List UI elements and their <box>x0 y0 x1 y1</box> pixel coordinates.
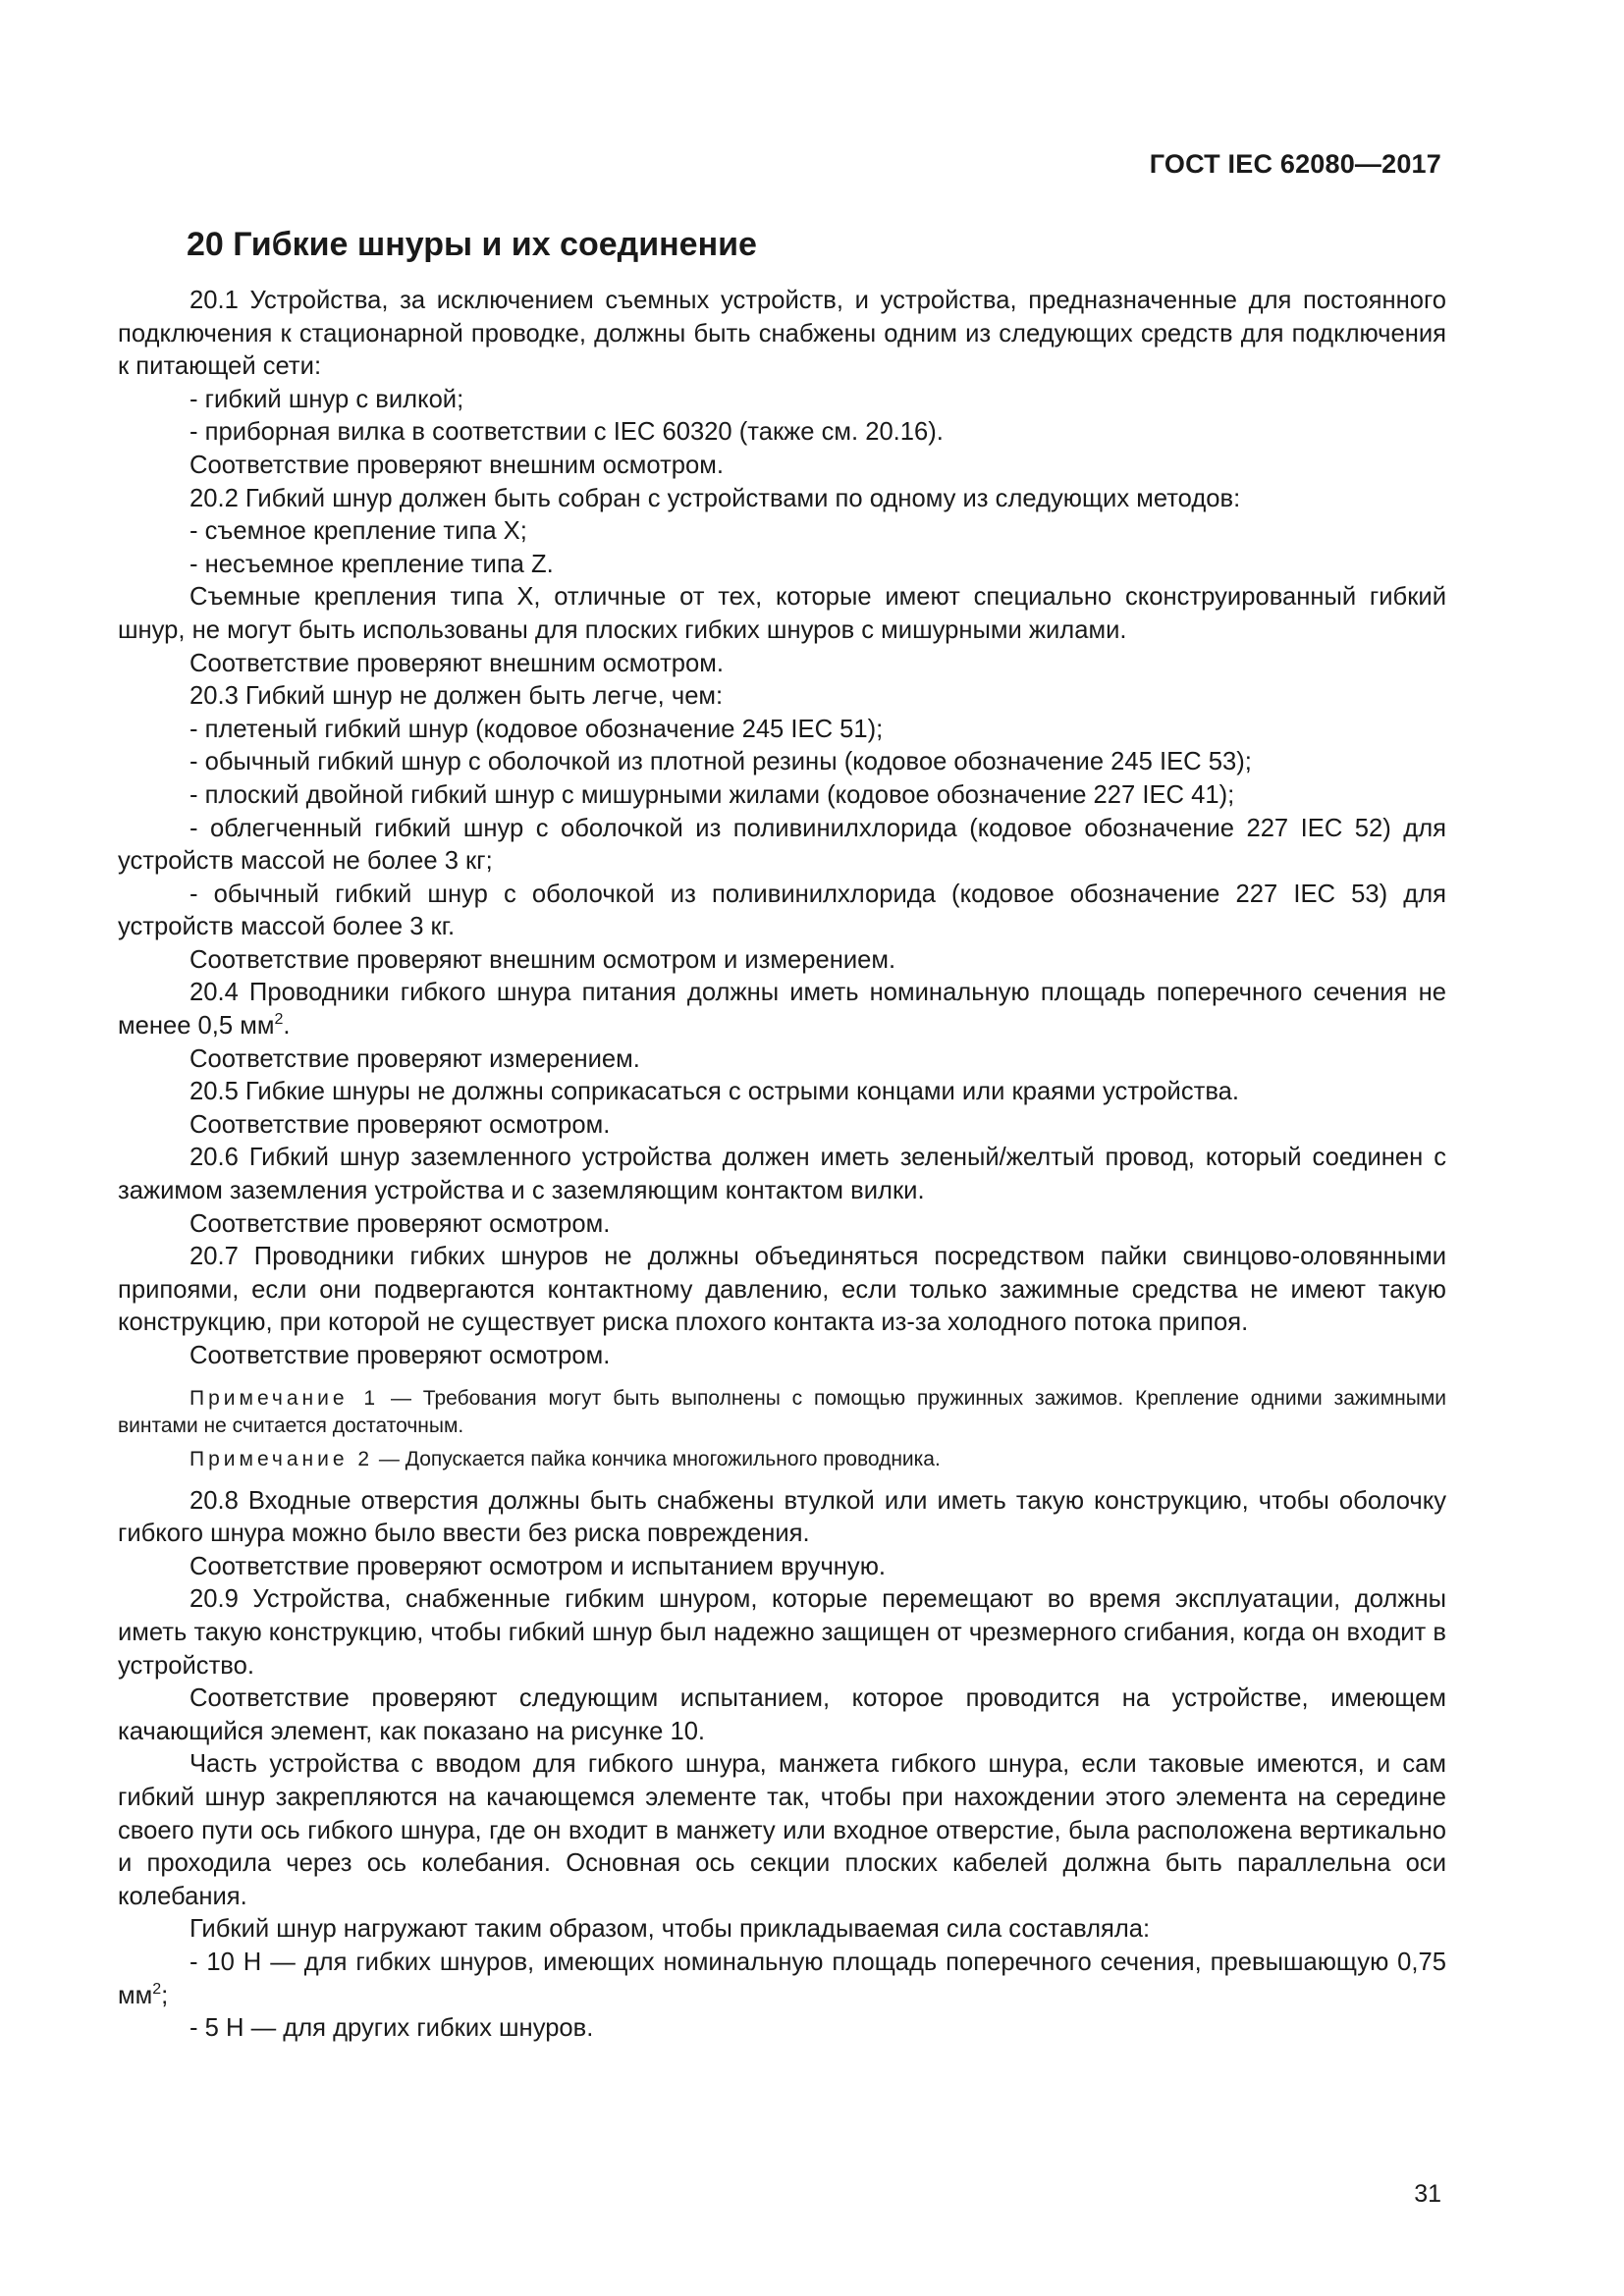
paragraph <box>118 977 1446 1042</box>
compliance-line: Соответствие проверяют следующим испытанием, которое проводится на устройстве, имеющем качающийся элемент, как показано на рисунке 10. <box>118 1684 1446 1745</box>
paragraph: 20.8 Входные отверстия должны быть снабжены втулкой или иметь такую конструкцию, чтобы оболочку гибкого шнура можно было ввести без риска повреждения. <box>118 1486 1446 1548</box>
compliance-line: Соответствие проверяют внешним осмотром и измерением. <box>189 945 896 974</box>
list-item <box>118 1947 1446 2012</box>
paragraph: 20.7 Проводники гибких шнуров не должны объединяться посредством пайки свинцово-оловянными припоями, если они подвергаются контактному давлению, если только зажимные средства не имеют такую конструкцию, при которой не существует риска плохого контакта из-за холодного потока припоя. <box>118 1243 1446 1337</box>
list-item: - 5 Н — для других гибких шнуров. <box>189 2014 594 2043</box>
superscript: 2 <box>274 1011 284 1029</box>
page-number: 31 <box>1414 2180 1441 2208</box>
note-1-label: Примечание 1 <box>189 1386 380 1410</box>
list-item: - обычный гибкий шнур с оболочкой из плотной резины (кодовое обозначение 245 IEC 53); <box>189 748 1252 776</box>
list-item: - приборная вилка в соответствии с IEC 60320 (также см. 20.16). <box>189 418 944 447</box>
note-2 <box>118 1446 1446 1473</box>
paragraph: 20.9 Устройства, снабженные гибким шнуром, которые перемещают во время эксплуатации, должны иметь такую конструкцию, чтобы гибкий шнур был надежно защищен от чрезмерного сгибания, когда он входит в устройство. <box>118 1585 1446 1680</box>
note-2-label: Примечание 2 <box>189 1447 374 1470</box>
note-2-text: — Допускается пайка кончика многожильного проводника. <box>373 1447 941 1470</box>
compliance-line: Соответствие проверяют осмотром. <box>189 1209 611 1238</box>
note-1-text: — Требования могут быть выполнены с помощью пружинных зажимов. Крепление одними зажимными винтами не считается достаточным. <box>118 1386 1446 1437</box>
paragraph: Съемные крепления типа X, отличные от тех, которые имеют специально сконструированный гибкий шнур, не могут быть использованы для плоских гибких шнуров с мишурными жилами. <box>118 583 1446 644</box>
paragraph-end: . <box>283 1012 291 1041</box>
list-item: - гибкий шнур с вилкой; <box>189 385 464 413</box>
compliance-line: Соответствие проверяют осмотром и испытанием вручную. <box>189 1552 887 1580</box>
compliance-line: Соответствие проверяют измерением. <box>189 1044 640 1073</box>
list-item: - плоский двойной гибкий шнур с мишурными жилами (кодовое обозначение 227 IEC 41); <box>189 780 1235 809</box>
list-item: - обычный гибкий шнур с оболочкой из поливинилхлорида (кодовое обозначение 227 IEC 53) для устройств массой более 3 кг. <box>118 880 1446 941</box>
superscript: 2 <box>152 1980 162 1998</box>
compliance-line: Соответствие проверяют внешним осмотром. <box>189 451 724 479</box>
compliance-line: Соответствие проверяют осмотром. <box>189 1342 611 1369</box>
list-item-text: - 10 Н — для гибких шнуров, имеющих номинальную площадь поперечного сечения, превышающую 0,75 мм <box>118 1948 1446 2009</box>
paragraph: 20.3 Гибкий шнур не должен быть легче, чем: <box>189 682 724 711</box>
paragraph: 20.5 Гибкие шнуры не должны соприкасаться с острыми концами или краями устройства. <box>189 1078 1240 1106</box>
document-id: ГОСТ IEC 62080—2017 <box>1149 149 1441 179</box>
list-item: - несъемное крепление типа Z. <box>189 550 554 578</box>
list-item: - облегченный гибкий шнур с оболочкой из поливинилхлорида (кодовое обозначение 227 IEC 52) для устройств массой не более 3 кг; <box>118 814 1446 876</box>
paragraph: Часть устройства с вводом для гибкого шнура, манжета гибкого шнура, если таковые имеются, и сам гибкий шнур закрепляются на качающемся элементе так, чтобы при нахождении этого элемента на середине своего пути ось гибкого шнура, где он входит в манжету или входное отверстие, была расположена вертикально и проходила через ось колебания. Основная ось секции плоских кабелей должна быть параллельна оси колебания. <box>118 1750 1446 1910</box>
list-item-end: ; <box>161 1981 169 2009</box>
body-text <box>118 285 1446 2046</box>
list-item: - плетеный гибкий шнур (кодовое обозначение 245 IEC 51); <box>189 715 884 743</box>
paragraph: Гибкий шнур нагружают таким образом, чтобы прикладываемая сила составляла: <box>189 1915 1151 1944</box>
compliance-line: Соответствие проверяют осмотром. <box>189 1110 611 1139</box>
note-1 <box>118 1385 1446 1440</box>
list-item: - съемное крепление типа X; <box>189 517 527 546</box>
paragraph: 20.6 Гибкий шнур заземленного устройства должен иметь зеленый/желтый провод, который соединен с зажимом заземления устройства и с заземляющим контактом вилки. <box>118 1144 1446 1205</box>
paragraph: 20.2 Гибкий шнур должен быть собран с устройствами по одному из следующих методов: <box>189 484 1241 512</box>
paragraph-text: 20.4 Проводники гибкого шнура питания должны иметь номинальную площадь поперечного сечения не менее 0,5 мм <box>118 979 1446 1041</box>
section-title: 20 Гибкие шнуры и их соединение <box>187 226 757 263</box>
compliance-line: Соответствие проверяют внешним осмотром. <box>189 649 724 677</box>
paragraph: 20.1 Устройства, за исключением съемных устройств, и устройства, предназначенные для постоянного подключения к стационарной проводке, должны быть снабжены одним из следующих средств для подключения к питающей сети: <box>118 287 1446 381</box>
